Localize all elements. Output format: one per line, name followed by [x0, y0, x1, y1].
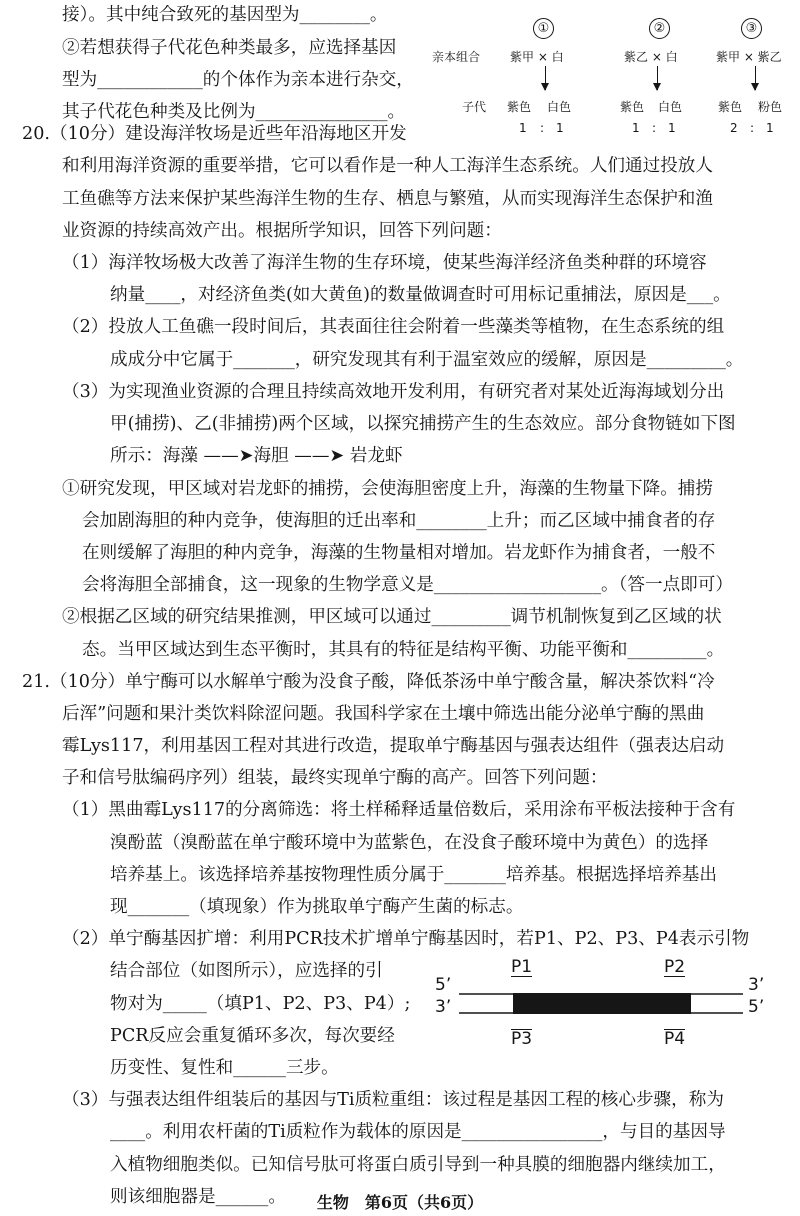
text-line: （2）投放人工鱼礁一段时间后，其表面往往会附着一些藻类等植物，在生态系统的组 — [62, 317, 725, 337]
text-line: （2）单宁酶基因扩增：利用PCR技术扩增单宁酶基因时，若P1、P2、P3、P4表示引物 — [62, 929, 750, 949]
text-line: 甲(捕捞)、乙(非捕捞)两个区域，以探究捕捞产生的生态效应。部分食物链如下图 — [110, 414, 736, 434]
text-line: 接）。其中纯合致死的基因型为________。 — [62, 5, 388, 25]
text-line: 后浑”问题和果汁类饮料除涩问题。我国科学家在土壤中筛选出能分泌单宁酶的黑曲 — [62, 704, 705, 724]
text-line: ②根据乙区域的研究结果推测，甲区域可以通过_________调节机制恢复到乙区域的状 — [62, 607, 722, 627]
text-line: 在则缓解了海胆的种内竞争，海藻的生物量相对增加。岩龙虾作为捕食者，一般不 — [82, 543, 716, 563]
down-arrow-icon — [755, 66, 756, 90]
text-line: 培养基上。该选择培养基按物理性质分属于_______培养基。根据选择培养基出 — [110, 865, 717, 885]
text-line: 则该细胞器是______。 — [110, 1187, 286, 1207]
text-line: 物对为_____（填P1、P2、P3、P4）; — [110, 994, 411, 1014]
offspring-phenotype: 粉色 — [758, 100, 783, 114]
food-chain-line: 所示：海藻 ——➤海胆 ——➤ 岩龙虾 — [110, 446, 403, 466]
page-footer: 生物 第6页（共6页） — [316, 1193, 484, 1212]
cross-number: ② — [649, 18, 670, 39]
ratio-value: 1 — [632, 121, 640, 135]
text-line: （1）海洋牧场极大改善了海洋生物的生存环境，使某些海洋经济鱼类种群的环境容 — [62, 253, 707, 273]
ratio-value: 2 — [730, 121, 738, 135]
down-arrow-icon — [545, 66, 546, 90]
question-heading: 21.（10分）单宁酶可以水解单宁酸为没食子酸，降低茶汤中单宁酸含量，解决茶饮料“冷 — [22, 672, 715, 692]
text-line: 溴酚蓝（溴酚蓝在单宁酸环境中为蓝紫色，在没食子酸环境中为黄色）的选择 — [110, 833, 709, 853]
strand-end-label: 5’ — [748, 997, 765, 1017]
strand-end-label: 3’ — [748, 975, 765, 995]
text-line: 其子代花色种类及比例为_______________。 — [62, 102, 406, 122]
parent-label: 亲本组合 — [432, 50, 481, 64]
text-line: 结合部位（如图所示），应选择的引 — [110, 961, 383, 981]
cross-parents: 紫甲 × 白 — [510, 50, 564, 64]
text-line: （1）黑曲霉Lys117的分离筛选：将土样稀释适量倍数后，采用涂布平板法接种于含有 — [62, 800, 736, 820]
ratio-value: 1 — [668, 121, 676, 135]
cross-number: ① — [533, 18, 554, 39]
text-line: 型为____________的个体作为亲本进行杂交， — [62, 70, 414, 90]
text-line: 成成分中它属于_______，研究发现其有利于温室效应的缓解，原因是_________。 — [110, 350, 744, 370]
text-line: 子和信号肽编码序列）组装，最终实现单宁酶的高产。回答下列问题： — [62, 768, 608, 788]
primer-label: P4 — [664, 1029, 686, 1049]
text-line: （3）与强表达组件组装后的基因与Ti质粒重组：该过程是基因工程的核心步骤，称为 — [62, 1090, 724, 1110]
primer-label: P1 — [511, 957, 533, 977]
text-line: 历变性、复性和______三步。 — [110, 1058, 339, 1078]
ratio-value: 1 — [519, 121, 527, 135]
text-line: 入植物细胞类似。已知信号肽可将蛋白质引导到一种具膜的细胞器内继续加工， — [110, 1155, 726, 1175]
primer-label: P2 — [664, 957, 686, 977]
strand-end-label: 5’ — [435, 975, 452, 995]
primer-label: P3 — [511, 1029, 533, 1049]
target-gene-segment — [513, 993, 691, 1014]
offspring-phenotype: 紫色 — [507, 100, 532, 114]
cross-parents: 紫甲 × 紫乙 — [716, 50, 782, 64]
text-line: 现_______（填现象）作为挑取单宁酶产生菌的标志。 — [110, 897, 524, 917]
dna-strands — [455, 985, 747, 1021]
ratio-value: 1 — [556, 121, 564, 135]
offspring-phenotype: 白色 — [547, 100, 572, 114]
down-arrow-icon — [657, 66, 658, 90]
cross-number: ③ — [741, 18, 762, 39]
text-line: 霉Lys117，利用基因工程对其进行改造，提取单宁酶基因与强表达组件（强表达启动 — [62, 736, 725, 756]
offspring-label: 子代 — [462, 100, 487, 114]
text-line: ____。利用农杆菌的Ti质粒作为载体的原因是________________，与目的基因导 — [110, 1122, 726, 1142]
strand-end-label: 3’ — [435, 997, 452, 1017]
text-line: 纳量____，对经济鱼类(如大黄鱼)的数量做调查时可用标记重捕法，原因是___。 — [110, 285, 731, 305]
offspring-phenotype: 紫色 — [620, 100, 645, 114]
offspring-phenotype: 紫色 — [718, 100, 743, 114]
text-line: ①研究发现，甲区域对岩龙虾的捕捞，会使海胆密度上升，海藻的生物量下降。捕捞 — [62, 479, 713, 499]
text-line: （3）为实现渔业资源的合理且持续高效地开发利用，有研究者对某处近海海域划分出 — [62, 382, 725, 402]
text-line: 和利用海洋资源的重要举措，它可以看作是一种人工海洋生态系统。人们通过投放人 — [62, 156, 713, 176]
cross-parents: 紫乙 × 白 — [624, 50, 678, 64]
text-line: 业资源的持续高效产出。根据所学知识，回答下列问题： — [62, 221, 502, 241]
text-line: ②若想获得子代花色种类最多，应选择基因 — [62, 38, 397, 58]
ratio-value: 1 — [766, 121, 774, 135]
text-line: 会将海胆全部捕食，这一现象的生物学意义是___________________。（答一点即可） — [82, 575, 733, 595]
text-line: 会加剧海胆的种内竞争，使海胆的迁出率和________上升；而乙区域中捕食者的存 — [82, 511, 716, 531]
text-line: PCR反应会重复循环多次，每次要经 — [110, 1026, 395, 1046]
offspring-phenotype: 白色 — [658, 100, 683, 114]
question-heading: 20.（10分）建设海洋牧场是近些年沿海地区开发 — [22, 124, 407, 144]
text-line: 工鱼礁等方法来保护某些海洋生物的生存、栖息与繁殖，从而实现海洋生态保护和渔 — [62, 189, 713, 209]
text-line: 态。当甲区域达到生态平衡时，其具有的特征是结构平衡、功能平衡和_________。 — [82, 640, 725, 660]
